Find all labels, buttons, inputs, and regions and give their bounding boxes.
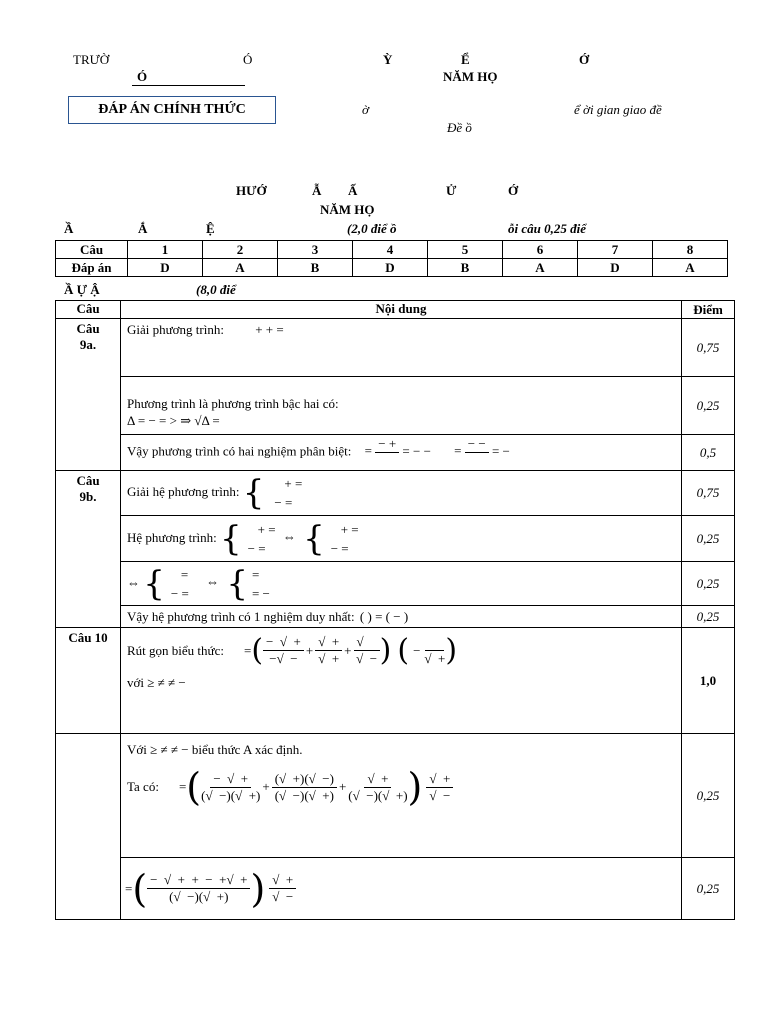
step-cell: Với ≥ ≠ ≠ − biểu thức A xác định. Ta có: = ( $\frac{- √ +}{(√ -)(√ +)}$ + $\frac{(√ +)(√ -)}{(√ -)(√ +)}$ + $\frac{√ +}{(√ -)(√ +)}$ ) $\frac{√ +}{√ -}$ xyxy=(121,734,682,858)
score: 0,75 xyxy=(682,471,735,516)
question-10: Câu 10 xyxy=(56,628,121,734)
table-row xyxy=(56,516,735,562)
table-row xyxy=(56,734,735,858)
exam-code: Đề ồ xyxy=(447,120,472,135)
question-label-empty xyxy=(56,734,121,920)
question-number: 1 xyxy=(128,241,203,259)
step-text: Giải phương trình: xyxy=(127,322,224,337)
step-cell xyxy=(121,377,682,435)
step-cell: = ( $\frac{- √ + + - +√ +}{(√ -)(√ +)}$ ) $\frac{√ +}{√ -}$ xyxy=(121,858,682,920)
header-underline xyxy=(132,85,245,86)
question-label xyxy=(56,471,121,628)
equation: Δ = − = > ⇒ √Δ = xyxy=(127,413,220,428)
table-row xyxy=(56,377,735,435)
step-text: Vậy hệ phương trình có 1 nghiệm duy nhất: xyxy=(127,608,355,624)
answer-value: A xyxy=(503,259,578,277)
question-number: 3 xyxy=(278,241,353,259)
guide-title-part: Ớ xyxy=(508,183,519,198)
table-row xyxy=(56,435,735,471)
table-row xyxy=(56,562,735,606)
question-number: 2 xyxy=(203,241,278,259)
solution-table xyxy=(55,300,735,920)
part1-note: ỗi câu 0,25 điể xyxy=(508,221,586,236)
table-row xyxy=(56,471,735,516)
table-row xyxy=(56,858,735,920)
score: 0,25 xyxy=(682,377,735,435)
answer-value: B xyxy=(428,259,503,277)
header-letter: Ể xyxy=(461,52,470,67)
header-letter: Ó xyxy=(243,52,253,67)
answer-table xyxy=(55,240,728,277)
score: 0,25 xyxy=(682,562,735,606)
step-text: Phương trình là phương trình bậc hai có: xyxy=(127,396,339,411)
question-number: 6 xyxy=(503,241,578,259)
step-cell: Vậy phương trình có hai nghiệm phân biệt: = − + = − − = − − = − xyxy=(121,435,682,471)
answer-table-row xyxy=(56,259,728,277)
guide-title-year: NĂM HỌ xyxy=(320,202,375,217)
step-text: Rút gọn biểu thức: xyxy=(127,642,224,658)
table-row xyxy=(56,628,735,734)
step-cell: Hệ phương trình: { + = − = ⇔ { + = − = xyxy=(121,516,682,562)
score: 0,25 xyxy=(682,606,735,628)
question-number: 7 xyxy=(578,241,653,259)
fraction: − − xyxy=(465,436,489,469)
official-answer-box xyxy=(68,96,276,124)
part2-heading: Ầ Ự Ậ xyxy=(64,282,100,297)
guide-title-part: Ấ xyxy=(348,183,358,198)
fraction: − + xyxy=(375,436,399,469)
guide-title-part: HƯỚ xyxy=(236,183,267,198)
table-row xyxy=(56,606,735,628)
step-cell: ⇔ { = − = ⇔ { = = − xyxy=(121,562,682,606)
answer-value: B xyxy=(278,259,353,277)
guide-title-part: Ẫ xyxy=(312,183,322,198)
question-9a: Câu 9a. xyxy=(76,321,100,352)
score: 0,25 xyxy=(682,734,735,858)
equation-system: { = = − xyxy=(226,563,270,604)
answer-value: D xyxy=(353,259,428,277)
equation-system: { = − = xyxy=(143,563,189,604)
question-number: 5 xyxy=(428,241,503,259)
step-text: Vậy phương trình có hai nghiệm phân biệt: xyxy=(127,443,352,459)
question-number: 8 xyxy=(653,241,728,259)
answer-value: A xyxy=(653,259,728,277)
step-cell xyxy=(121,471,682,516)
equation: ( ) = ( − ) xyxy=(359,608,409,624)
school-name: TRƯỜ xyxy=(73,52,110,67)
header-diem: Điểm xyxy=(682,301,735,319)
step-text: Giải hệ phương trình: xyxy=(127,483,240,499)
score: 0,25 xyxy=(682,858,735,920)
step-text: Ta có: xyxy=(127,779,159,794)
table-row xyxy=(56,319,735,377)
header-cau: Câu xyxy=(56,301,121,319)
equation-system: { + = − = xyxy=(220,518,276,559)
answer-value: A xyxy=(203,259,278,277)
part2-note: (8,0 điể xyxy=(196,282,236,297)
table-header-row xyxy=(56,301,735,319)
score: 1,0 xyxy=(682,628,735,734)
part1-heading: Ầ xyxy=(64,221,74,236)
condition: với ≥ ≠ ≠ − xyxy=(127,675,186,690)
answer-table-row xyxy=(56,241,728,259)
answer-row-label: Câu xyxy=(56,241,128,259)
header-letter: Ỳ xyxy=(383,52,393,67)
time-label: ờ xyxy=(362,102,369,117)
score: 0,5 xyxy=(682,435,735,471)
score: 0,25 xyxy=(682,516,735,562)
score: 0,75 xyxy=(682,319,735,377)
step-text: Với ≥ ≠ ≠ − biểu thức A xác định. xyxy=(127,742,303,757)
official-answer-label: ĐÁP ÁN CHÍNH THỨC xyxy=(98,102,246,117)
equation: = − xyxy=(491,443,510,459)
step-cell: Rút gọn biểu thức: = ( $\frac{- √ +}{-√ -}$ + $\frac{√ +}{√ +}$ + $\frac{√}{√ -}$ ) ( − √ + ) với ≥ ≠ ≠ − xyxy=(121,628,682,734)
question-number: 4 xyxy=(353,241,428,259)
equation-system: { + = − = xyxy=(303,518,359,559)
header-letter: Ớ xyxy=(579,52,590,67)
question-9b: Câu 9b. xyxy=(76,473,100,504)
answer-value: D xyxy=(128,259,203,277)
answer-row-label: Đáp án xyxy=(56,259,128,277)
header-noi-dung: Nội dung xyxy=(121,301,682,319)
step-text: Hệ phương trình: xyxy=(127,529,217,545)
step-cell xyxy=(121,319,682,377)
step-cell xyxy=(121,606,682,628)
time-note: ể ời gian giao đề xyxy=(574,102,662,117)
header-letter: Ó xyxy=(137,69,148,84)
part1-heading: Ệ xyxy=(206,221,215,236)
question-label xyxy=(56,319,121,471)
answer-value: D xyxy=(578,259,653,277)
guide-title-part: Ử xyxy=(446,183,457,198)
equation: = − − xyxy=(402,443,431,459)
part1-note: (2,0 điể ồ xyxy=(347,221,397,236)
school-year: NĂM HỌ xyxy=(443,69,498,84)
equation: + + = xyxy=(255,322,284,337)
equation-system: { + = − = xyxy=(242,473,303,513)
part1-heading: Ắ xyxy=(138,221,148,236)
